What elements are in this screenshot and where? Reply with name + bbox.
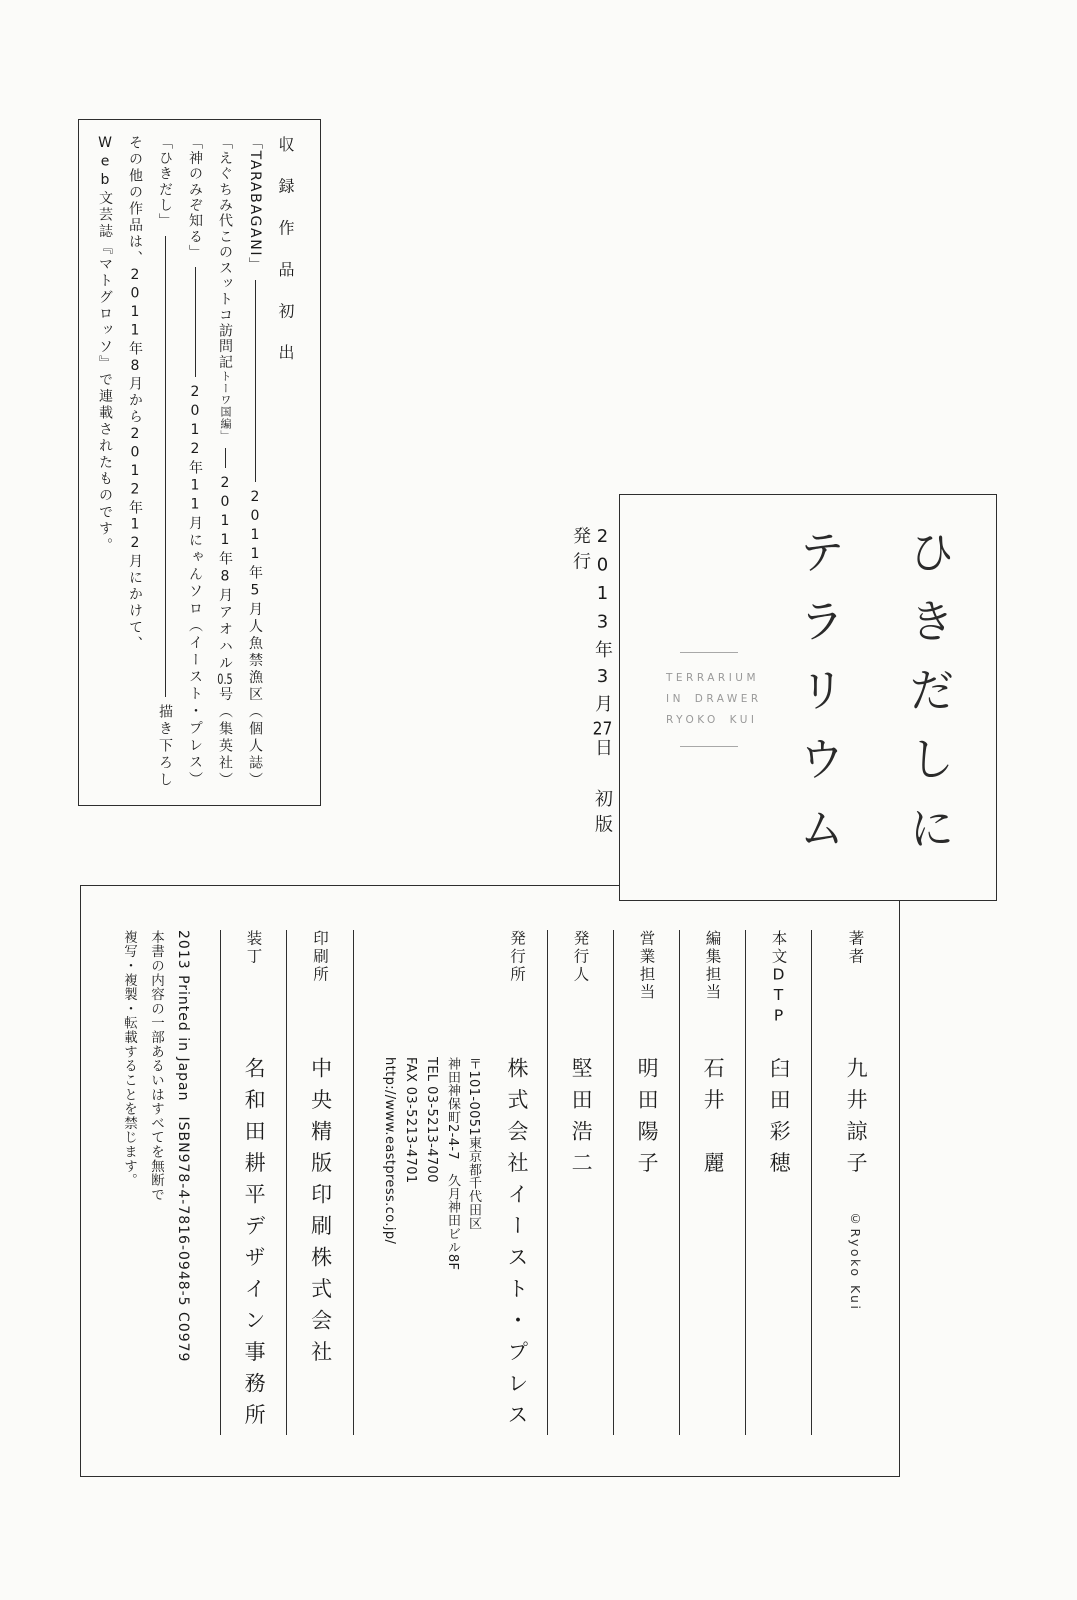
colophon-column-design — [220, 930, 286, 1435]
colophon-column-publishing-house — [353, 930, 547, 1435]
copyright-credit: ©Ryoko Kui — [848, 1211, 863, 1312]
role-value: 堅田浩二 — [569, 1057, 594, 1183]
first-publications-list — [89, 135, 300, 789]
work-title: 「えぐちみ代このスットコ訪問記トーワ国編」 — [217, 135, 233, 442]
work-title: 「TARABAGANI」 — [247, 135, 263, 273]
subtitle-line: RYOKO KUI — [666, 714, 758, 726]
role-label: 装丁 — [244, 930, 263, 966]
subtitle-rule-top — [680, 652, 738, 653]
role-label: 営業担当 — [637, 930, 656, 1002]
book-title-kana-left: テラリウム — [792, 528, 846, 873]
first-pub-entry — [150, 135, 180, 789]
colophon-notes — [82, 930, 220, 1435]
colophon-columns — [81, 930, 899, 1435]
publisher-address-block — [379, 1057, 484, 1270]
work-publication: 2012年11月にゃんソロ（イースト・プレス） — [187, 384, 203, 789]
first-pub-entry — [240, 135, 270, 789]
work-publication: 描き下ろし — [157, 703, 173, 789]
first-publications-header: 収録作品初出 — [276, 136, 295, 386]
book-title-kana-right: ひきだしに — [902, 528, 956, 873]
role-label: 発行所 — [508, 930, 526, 984]
colophon-column-editor — [679, 930, 745, 1435]
colophon-column-sales — [613, 930, 679, 1435]
leader-line — [150, 229, 180, 704]
english-subtitle-lines — [666, 668, 786, 731]
title-box — [619, 494, 997, 901]
serialization-note-line: Web文芸誌『マトグロッソ』で連載されたものです。 — [97, 135, 113, 555]
colophon-box — [80, 885, 900, 1477]
work-publication: 2011年5月人魚禁漁区（個人誌） — [247, 488, 263, 789]
colophon-column-publisher-person — [547, 930, 613, 1435]
postal-address: 〒101-0051東京都千代田区 — [466, 1057, 481, 1230]
role-label: 本文DTP — [769, 930, 788, 1027]
role-value: 九井諒子 — [844, 1057, 869, 1183]
publishing-house-line — [504, 930, 529, 1435]
work-publication: 2011年8月アオハル0.5号（集英社） — [217, 474, 233, 789]
role-value: 株式会社イースト・プレス — [505, 1057, 529, 1435]
phone-number: TEL 03-5213-4700 — [424, 1057, 439, 1183]
publisher-url: http://www.eastpress.co.jp/ — [382, 1057, 397, 1245]
leader-line — [240, 273, 270, 489]
subtitle-line: IN DRAWER — [666, 693, 762, 705]
first-publications-box — [78, 119, 321, 806]
colophon-column-author — [811, 930, 899, 1435]
subtitle-rule-bottom — [680, 746, 738, 747]
role-value: 中央精版印刷株式会社 — [308, 1057, 333, 1372]
work-title: 「神のみぞ知る」 — [187, 135, 203, 261]
work-title: 「ひきだし」 — [157, 135, 173, 230]
leader-line — [180, 260, 210, 384]
serialization-note-line: その他の作品は、2011年8月から2012年12月にかけて、 — [127, 135, 143, 653]
first-pub-entry — [210, 135, 240, 789]
role-value: 石井 麗 — [701, 1057, 726, 1183]
colophon-column-dtp — [745, 930, 811, 1435]
rights-notice-line: 複写・複製・転載することを禁じます。 — [121, 930, 137, 1188]
subtitle-line: TERRARIUM — [666, 672, 760, 684]
role-label: 編集担当 — [703, 930, 722, 1002]
role-value: 臼田彩穂 — [767, 1057, 792, 1183]
colophon-column-printer — [286, 930, 353, 1435]
fax-number: FAX 03-5213-4701 — [403, 1057, 418, 1184]
first-pub-entry — [180, 135, 210, 789]
rights-notice-line: 本書の内容の一部あるいはすべてを無断で — [148, 930, 164, 1202]
role-label: 著者 — [846, 930, 865, 966]
english-subtitle-block — [666, 652, 786, 747]
role-label: 印刷所 — [311, 930, 329, 984]
role-value: 名和田耕平デザイン事務所 — [242, 1057, 267, 1435]
isbn-line: 2013 Printed in Japan ISBN978-4-7816-0948-5 C0979 — [175, 930, 191, 1363]
edition-date: 2013年3月27日 初版発行 — [570, 526, 613, 841]
role-value: 明田陽子 — [635, 1057, 660, 1183]
role-label: 発行人 — [571, 930, 590, 984]
leader-line — [210, 441, 240, 474]
street-address: 神田神保町2-4-7 久月神田ビル8F — [445, 1057, 460, 1271]
